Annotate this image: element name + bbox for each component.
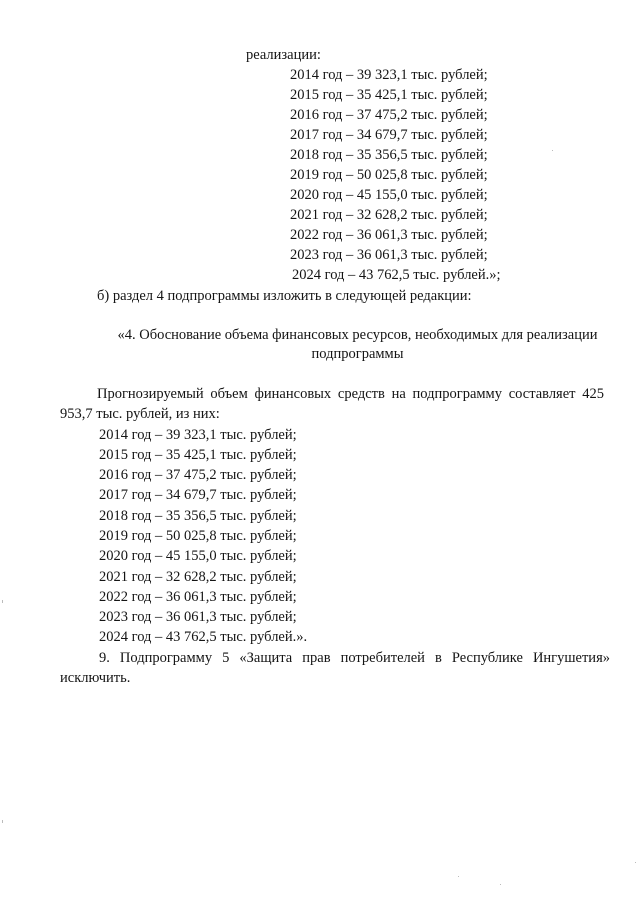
section-heading-line1: «4. Обоснование объема финансовых ресурсов, необходимых для реализации [117, 327, 598, 343]
list-item: 2021 год – 32 628,2 тыс. рублей; [99, 569, 297, 585]
scan-speck [2, 820, 3, 823]
list-item: 2017 год – 34 679,7 тыс. рублей; [99, 487, 297, 503]
list-item: 2019 год – 50 025,8 тыс. рублей; [290, 167, 488, 183]
section-heading-line2: подпрограммы [311, 346, 404, 362]
paragraph-line2: 953,7 тыс. рублей, из них: [60, 406, 220, 422]
scan-speck [552, 150, 553, 151]
list-item: 2015 год – 35 425,1 тыс. рублей; [99, 447, 297, 463]
list-item: 2023 год – 36 061,3 тыс. рублей; [290, 247, 488, 263]
list-item: 2017 год – 34 679,7 тыс. рублей; [290, 127, 488, 143]
list-item: 2022 год – 36 061,3 тыс. рублей; [99, 589, 297, 605]
intro-word: реализации: [246, 47, 321, 63]
scan-speck [2, 600, 3, 603]
scan-speck [458, 876, 459, 877]
item-9-line2: исключить. [60, 670, 131, 686]
list-item: 2023 год – 36 061,3 тыс. рублей; [99, 609, 297, 625]
list-item: 2016 год – 37 475,2 тыс. рублей; [99, 467, 297, 483]
list-item: 2014 год – 39 323,1 тыс. рублей; [290, 67, 488, 83]
list-item: 2024 год – 43 762,5 тыс. рублей.». [99, 629, 308, 645]
list-item: 2020 год – 45 155,0 тыс. рублей; [290, 187, 488, 203]
scan-speck [500, 884, 501, 885]
list-item: 2022 год – 36 061,3 тыс. рублей; [290, 227, 488, 243]
list-item: 2015 год – 35 425,1 тыс. рублей; [290, 87, 488, 103]
item-b: б) раздел 4 подпрограммы изложить в следующей редакции: [97, 288, 472, 304]
list-item: 2018 год – 35 356,5 тыс. рублей; [290, 147, 488, 163]
list-item: 2020 год – 45 155,0 тыс. рублей; [99, 548, 297, 564]
list-item: 2019 год – 50 025,8 тыс. рублей; [99, 528, 297, 544]
list-item: 2024 год – 43 762,5 тыс. рублей.»; [292, 267, 501, 283]
list-item: 2021 год – 32 628,2 тыс. рублей; [290, 207, 488, 223]
scan-speck [635, 862, 636, 863]
paragraph-line1: Прогнозируемый объем финансовых средств на подпрограмму составляет 425 [97, 386, 604, 402]
list-item: 2014 год – 39 323,1 тыс. рублей; [99, 427, 297, 443]
item-9-line1: 9. Подпрограмму 5 «Защита прав потребителей в Республике Ингушетия» [99, 650, 610, 666]
list-item: 2016 год – 37 475,2 тыс. рублей; [290, 107, 488, 123]
list-item: 2018 год – 35 356,5 тыс. рублей; [99, 508, 297, 524]
